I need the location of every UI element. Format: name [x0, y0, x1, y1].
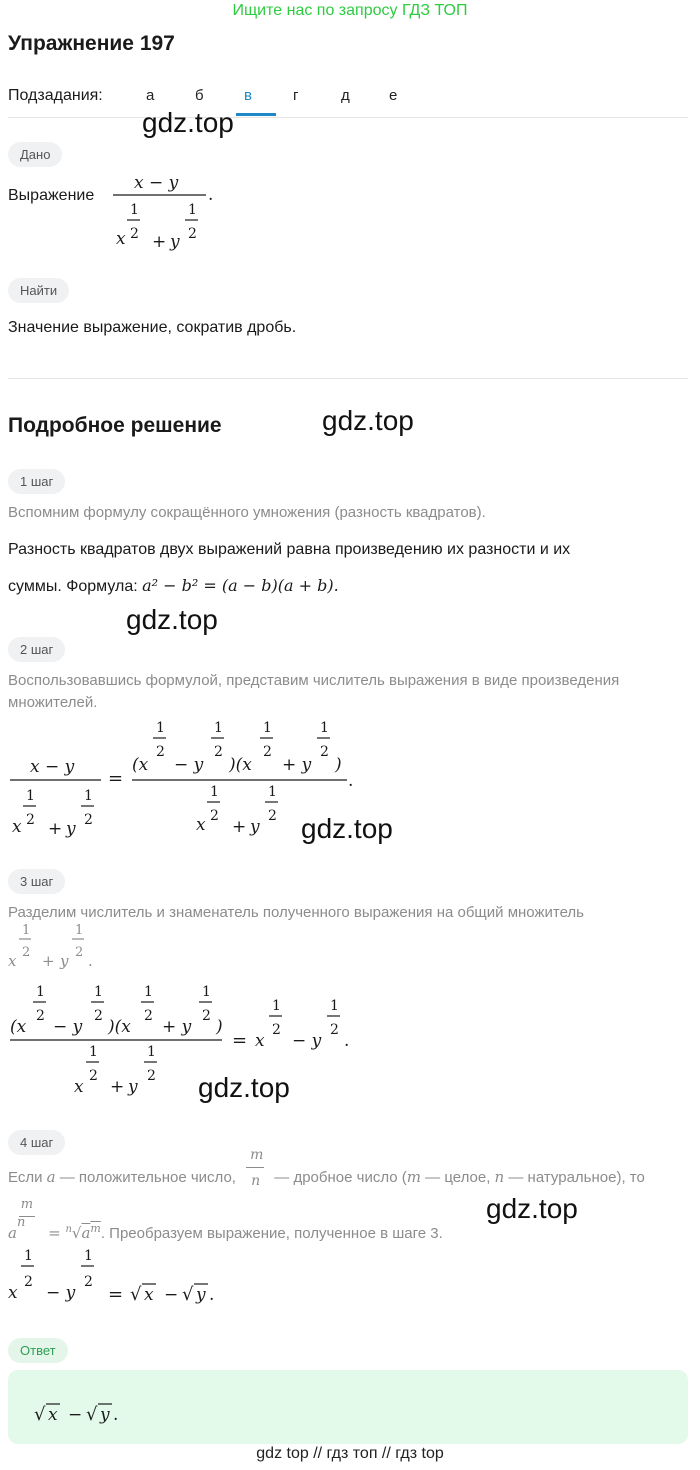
svg-text:1: 1	[147, 1044, 156, 1060]
svg-text:1: 1	[75, 923, 84, 938]
svg-text:y: y	[170, 232, 180, 252]
step-2-hint-line2: множителей.	[8, 694, 98, 711]
step-1-hint: Вспомним формулу сокращённого умножения (разность квадратов).	[8, 504, 486, 521]
page-title: Упражнение 197	[8, 32, 175, 55]
svg-text:+: +	[110, 1077, 125, 1097]
svg-text:y: y	[128, 1077, 138, 1097]
svg-text:2: 2	[24, 1274, 33, 1290]
svg-text:1: 1	[144, 984, 153, 1000]
svg-text:x: x	[12, 817, 22, 837]
step-2-hint-line1: Воспользовавшись формулой, представим числитель выражения в виде произведения	[8, 672, 620, 689]
step-4-hint-line1	[8, 1147, 698, 1190]
svg-text:x: x	[74, 1077, 84, 1097]
fraction-m-n: $\frac{m}{n}$	[240, 1168, 270, 1188]
step-4-text-natural: — натуральное), то	[508, 1169, 645, 1186]
svg-text:1: 1	[320, 720, 329, 736]
tab-e[interactable]: е	[389, 87, 398, 104]
svg-text:.: .	[348, 771, 354, 791]
svg-text:y: y	[196, 1285, 206, 1305]
svg-text:1: 1	[89, 1044, 98, 1060]
svg-text:.: .	[344, 1031, 350, 1051]
svg-text:2: 2	[147, 1068, 156, 1084]
watermark: gdz.top	[126, 604, 218, 635]
svg-text:2: 2	[26, 812, 35, 828]
svg-text:.: .	[113, 1405, 119, 1425]
svg-text:1: 1	[188, 202, 197, 218]
svg-text:2: 2	[89, 1068, 98, 1084]
svg-text:)(x: )(x	[229, 755, 252, 775]
svg-text:1: 1	[26, 788, 35, 804]
svg-text:.: .	[209, 1285, 215, 1305]
footer-links[interactable]: gdz top // гдз топ // гдз top	[256, 1445, 444, 1462]
given-text: Выражение	[8, 187, 95, 204]
svg-text:−: −	[68, 1405, 83, 1425]
tab-g[interactable]: г	[293, 87, 299, 104]
svg-text:−: −	[164, 1285, 179, 1305]
step-1-text-line2	[8, 574, 339, 598]
svg-text:2: 2	[84, 1274, 93, 1290]
variable-n: n	[494, 1168, 505, 1186]
svg-text:1: 1	[84, 788, 93, 804]
svg-text:x: x	[255, 1031, 265, 1051]
svg-text:2: 2	[22, 945, 31, 960]
svg-text:1: 1	[214, 720, 223, 736]
watermark: gdz.top	[322, 405, 414, 436]
svg-text:(x: (x	[10, 1017, 27, 1037]
svg-text:2: 2	[214, 744, 223, 760]
svg-text:1: 1	[24, 1248, 33, 1264]
svg-text:− y: − y	[292, 1031, 322, 1051]
svg-text:x: x	[8, 952, 17, 970]
svg-text:x: x	[48, 1405, 58, 1425]
subtasks-bar	[8, 87, 688, 118]
step-4-text-if: Если	[8, 1169, 43, 1186]
tab-v[interactable]: в	[244, 87, 252, 104]
search-banner: Ищите нас по запросу ГДЗ ТОП	[232, 2, 468, 19]
step-2-badge: 2 шаг	[8, 637, 65, 662]
svg-text:2: 2	[210, 808, 219, 824]
step-4-hint-line2	[8, 1197, 443, 1247]
svg-text:1: 1	[272, 998, 281, 1014]
svg-text:1: 1	[94, 984, 103, 1000]
svg-text:1: 1	[84, 1248, 93, 1264]
svg-text:+ y: + y	[162, 1017, 192, 1037]
given-expression	[108, 168, 218, 256]
svg-text:=: =	[232, 1030, 248, 1051]
svg-text:y: y	[66, 819, 76, 839]
watermark: gdz.top	[198, 1072, 290, 1103]
svg-text:1: 1	[202, 984, 211, 1000]
step-1-formula-label: суммы. Формула:	[8, 578, 143, 595]
power-rule: amn = $^n√a^m$	[8, 1224, 101, 1242]
step-4-text-fractional: — дробное число (	[274, 1169, 407, 1186]
svg-text:2: 2	[268, 808, 277, 824]
step-4-badge: 4 шаг	[8, 1130, 65, 1155]
svg-text:√: √	[130, 1284, 142, 1305]
svg-text:2: 2	[272, 1022, 281, 1038]
watermark: gdz.top	[301, 813, 393, 844]
svg-text:2: 2	[156, 744, 165, 760]
answer-expression	[32, 1394, 152, 1428]
svg-text:): )	[216, 1017, 223, 1037]
subtasks-label: Подзадания:	[8, 87, 103, 104]
svg-text:− y: − y	[46, 1283, 76, 1303]
svg-text:=: =	[108, 768, 124, 789]
svg-text:x − y: x − y	[30, 757, 75, 777]
svg-text:2: 2	[144, 1008, 153, 1024]
svg-text:x: x	[116, 229, 126, 249]
solution-title: Подробное решение	[8, 414, 222, 437]
svg-text:2: 2	[188, 226, 197, 242]
svg-text:+: +	[42, 952, 55, 970]
watermark: gdz.top	[486, 1193, 578, 1224]
step-3-equation	[4, 976, 364, 1100]
svg-text:− y: − y	[53, 1017, 83, 1037]
svg-text:)(x: )(x	[108, 1017, 131, 1037]
svg-text:√: √	[182, 1284, 194, 1305]
svg-text:y: y	[250, 817, 260, 837]
svg-text:y: y	[60, 952, 69, 970]
svg-text:1: 1	[263, 720, 272, 736]
svg-text:x: x	[144, 1285, 154, 1305]
svg-text:√: √	[86, 1404, 98, 1425]
answer-badge: Ответ	[8, 1338, 68, 1363]
given-badge: Дано	[8, 142, 62, 167]
svg-text:1: 1	[130, 202, 139, 218]
watermark: gdz.top	[142, 107, 234, 138]
tab-d[interactable]: д	[341, 87, 350, 104]
step-3-badge: 3 шаг	[8, 869, 65, 894]
svg-text:.: .	[208, 185, 214, 205]
step-4-text-transform: . Преобразуем выражение, полученное в шаге 3.	[100, 1225, 443, 1242]
svg-text:1: 1	[268, 784, 277, 800]
svg-text:2: 2	[84, 812, 93, 828]
svg-text:x: x	[8, 1283, 18, 1303]
section-divider	[8, 378, 688, 379]
tab-a[interactable]: а	[146, 87, 155, 104]
svg-text:): )	[335, 755, 342, 775]
svg-text:1: 1	[210, 784, 219, 800]
svg-text:+: +	[232, 817, 247, 837]
svg-text:1: 1	[36, 984, 45, 1000]
svg-text:− y: − y	[174, 755, 204, 775]
svg-text:2: 2	[75, 945, 84, 960]
find-badge: Найти	[8, 278, 69, 303]
step-1-text-line1: Разность квадратов двух выражений равна произведению их разности и их	[8, 541, 571, 558]
find-text: Значение выражение, сократив дробь.	[8, 319, 297, 336]
step-4-text-positive: — положительное число,	[59, 1169, 236, 1186]
svg-text:+: +	[48, 819, 63, 839]
svg-text:2: 2	[202, 1008, 211, 1024]
svg-text:+ y: + y	[282, 755, 312, 775]
svg-text:√: √	[34, 1404, 46, 1425]
svg-text:y: y	[100, 1405, 110, 1425]
variable-m: m	[406, 1168, 421, 1186]
active-tab-indicator	[236, 113, 276, 116]
svg-text:(x: (x	[132, 755, 149, 775]
svg-text:.: .	[88, 952, 93, 970]
svg-text:1: 1	[330, 998, 339, 1014]
svg-text:2: 2	[330, 1022, 339, 1038]
svg-text:2: 2	[263, 744, 272, 760]
svg-text:2: 2	[130, 226, 139, 242]
svg-text:1: 1	[22, 923, 31, 938]
answer-box	[8, 1370, 688, 1444]
svg-text:1: 1	[156, 720, 165, 736]
svg-text:2: 2	[320, 744, 329, 760]
step-1-badge: 1 шаг	[8, 469, 65, 494]
step-3-common-factor	[4, 918, 104, 970]
svg-text:+: +	[152, 232, 167, 252]
difference-of-squares-formula: a² − b² = (a − b)(a + b).	[142, 576, 339, 595]
svg-text:x: x	[196, 815, 206, 835]
variable-a: a	[46, 1168, 56, 1186]
svg-text:=: =	[108, 1284, 124, 1305]
tab-b[interactable]: б	[195, 87, 204, 104]
step-4-text-integer: — целое,	[425, 1169, 491, 1186]
step-3-hint: Разделим числитель и знаменатель полученного выражения на общий множитель	[8, 904, 584, 921]
svg-text:x − y: x − y	[134, 173, 179, 193]
svg-text:2: 2	[94, 1008, 103, 1024]
svg-text:2: 2	[36, 1008, 45, 1024]
step-4-equation	[4, 1244, 234, 1312]
